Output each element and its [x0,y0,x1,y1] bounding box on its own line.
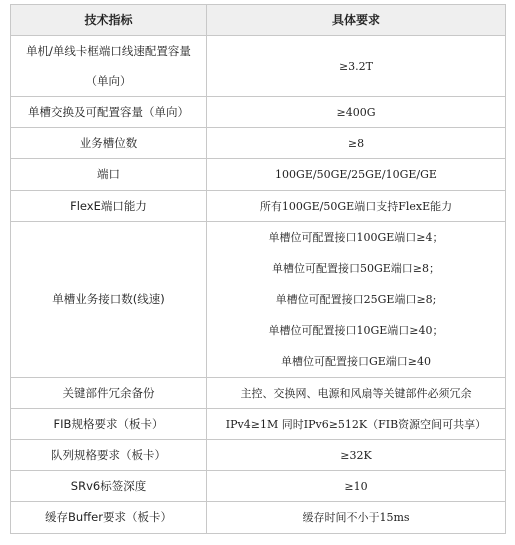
requirement-cell: ≥400G [207,97,506,128]
requirement-cell: ≥3.2T [207,36,506,97]
metric-cell: 队列规格要求（板卡） [11,440,207,471]
requirement-cell: ≥8 [207,128,506,159]
requirement-line: 单槽位可配置接口100GE端口≥4； [268,231,444,244]
requirement-cell: 100GE/50GE/25GE/10GE/GE [207,159,506,191]
table-header-row [11,5,506,36]
table-row [11,378,506,409]
table-row [11,191,506,222]
table-row [11,502,506,534]
metric-cell: 单槽业务接口数(线速) [11,222,207,378]
metric-cell: 业务槽位数 [11,128,207,159]
metric-cell: 缓存Buffer要求（板卡） [11,502,207,534]
spec-table [10,4,506,534]
table-row [11,409,506,440]
requirement-cell: ≥10 [207,471,506,502]
table-row [11,159,506,191]
metric-cell: FIB规格要求（板卡） [11,409,207,440]
table-row [11,222,506,378]
metric-cell: 单槽交换及可配置容量（单向） [11,97,207,128]
requirement-cell: 主控、交换网、电源和风扇等关键部件必须冗余 [207,378,506,409]
metric-cell [11,36,207,97]
requirement-line: 单槽位可配置接口10GE端口≥40； [268,324,444,337]
requirement-line: 单槽位可配置接口25GE端口≥8; [275,293,437,306]
metric-cell: 关键部件冗余备份 [11,378,207,409]
requirement-cell [207,222,506,378]
requirement-cell: 缓存时间不小于15ms [207,502,506,534]
metric-cell: SRv6标签深度 [11,471,207,502]
table-row [11,97,506,128]
table-row [11,36,506,97]
metric-cell: 端口 [11,159,207,191]
metric-cell: FlexE端口能力 [11,191,207,222]
requirement-line: 单槽位可配置接口50GE端口≥8； [271,262,441,275]
requirement-cell: ≥32K [207,440,506,471]
requirement-cell: IPv4≥1M 同时IPv6≥512K（FIB资源空间可共享） [207,409,506,440]
spec-table-container [10,4,505,534]
table-row [11,471,506,502]
table-row [11,440,506,471]
header-requirement: 具体要求 [207,5,506,36]
table-row [11,128,506,159]
metric-line: （单向） [85,74,132,88]
header-metric: 技术指标 [11,5,207,36]
requirement-line: 单槽位可配置接口GE端口≥40 [280,355,432,368]
metric-line: 单机/单线卡框端口线速配置容量 [26,44,191,58]
requirement-cell: 所有100GE/50GE端口支持FlexE能力 [207,191,506,222]
